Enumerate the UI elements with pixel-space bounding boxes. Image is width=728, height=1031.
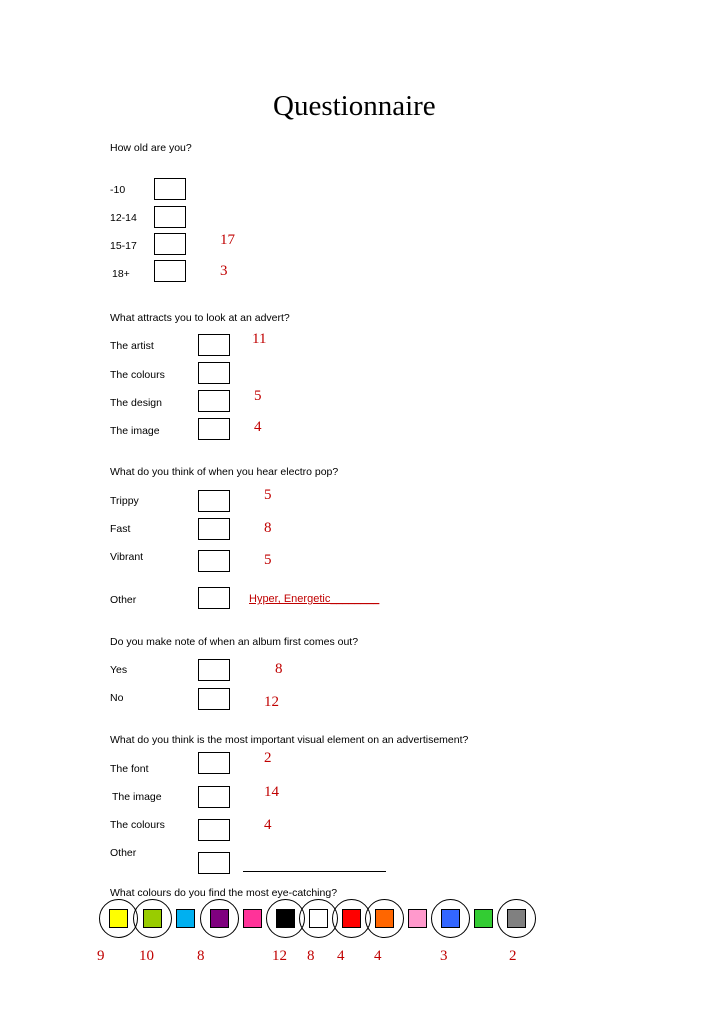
question-album-release: Do you make note of when an album first comes out? xyxy=(110,636,359,648)
colour-count-8: 2 xyxy=(509,948,517,964)
answer-count-font: 2 xyxy=(264,750,272,766)
checkbox-18-plus[interactable] xyxy=(154,260,186,282)
option-label-visual-colours: The colours xyxy=(110,819,165,831)
colour-swatch-4[interactable] xyxy=(243,909,262,928)
colour-count-3: 12 xyxy=(272,948,287,964)
answer-count-visual-image: 14 xyxy=(264,784,279,800)
checkbox-yes[interactable] xyxy=(198,659,230,681)
colour-count-2: 8 xyxy=(197,948,205,964)
option-label-image: The image xyxy=(110,425,160,437)
colour-swatch-0[interactable] xyxy=(109,909,128,928)
answer-other-text: Hyper, Energetic________ xyxy=(249,593,380,605)
answer-count-18-plus: 3 xyxy=(220,263,228,279)
option-label-no: No xyxy=(110,692,124,704)
answer-count-visual-colours: 4 xyxy=(264,817,272,833)
checkbox-visual-image[interactable] xyxy=(198,786,230,808)
answer-count-design: 5 xyxy=(254,388,262,404)
colour-count-4: 8 xyxy=(307,948,315,964)
colour-swatch-7[interactable] xyxy=(342,909,361,928)
answer-count-yes: 8 xyxy=(275,661,283,677)
question-electro-pop: What do you think of when you hear electro pop? xyxy=(110,466,339,478)
question-visual-element: What do you think is the most important visual element on an advertisement? xyxy=(110,734,469,746)
checkbox-vibrant[interactable] xyxy=(198,550,230,572)
checkbox-other[interactable] xyxy=(198,587,230,609)
option-label-12-14: 12-14 xyxy=(110,212,137,224)
option-label-font: The font xyxy=(110,763,149,775)
question-age: How old are you? xyxy=(110,142,192,154)
option-label-fast: Fast xyxy=(110,523,131,535)
colour-swatch-6[interactable] xyxy=(309,909,328,928)
answer-count-no: 12 xyxy=(264,694,279,710)
colour-count-1: 10 xyxy=(139,948,154,964)
option-label-vibrant: Vibrant xyxy=(110,551,144,563)
colour-count-5: 4 xyxy=(337,948,345,964)
colour-count-7: 3 xyxy=(440,948,448,964)
answer-count-vibrant: 5 xyxy=(264,552,272,568)
checkbox-under-10[interactable] xyxy=(154,178,186,200)
other-answer-line xyxy=(243,871,386,872)
checkbox-visual-other[interactable] xyxy=(198,852,230,874)
option-label-design: The design xyxy=(110,397,162,409)
colour-count-6: 4 xyxy=(374,948,382,964)
colour-swatch-10[interactable] xyxy=(441,909,460,928)
option-label-visual-other: Other xyxy=(110,847,137,859)
answer-count-image: 4 xyxy=(254,419,262,435)
question-advert-attraction: What attracts you to look at an advert? xyxy=(110,312,290,324)
colour-swatch-11[interactable] xyxy=(474,909,493,928)
option-label-visual-image: The image xyxy=(112,791,162,803)
colour-swatch-2[interactable] xyxy=(176,909,195,928)
checkbox-visual-colours[interactable] xyxy=(198,819,230,841)
question-eye-catching-colours: What colours do you find the most eye-catching? xyxy=(110,887,338,899)
colour-count-0: 9 xyxy=(97,948,105,964)
checkbox-font[interactable] xyxy=(198,752,230,774)
answer-count-trippy: 5 xyxy=(264,487,272,503)
colour-swatch-8[interactable] xyxy=(375,909,394,928)
option-label-under-10: -10 xyxy=(110,184,126,196)
checkbox-artist[interactable] xyxy=(198,334,230,356)
page-title: Questionnaire xyxy=(273,90,436,122)
checkbox-image[interactable] xyxy=(198,418,230,440)
option-label-colours: The colours xyxy=(110,369,165,381)
colour-swatch-1[interactable] xyxy=(143,909,162,928)
option-label-15-17: 15-17 xyxy=(110,240,137,252)
colour-swatch-12[interactable] xyxy=(507,909,526,928)
option-label-yes: Yes xyxy=(110,664,128,676)
checkbox-no[interactable] xyxy=(198,688,230,710)
option-label-other: Other xyxy=(110,594,137,606)
checkbox-12-14[interactable] xyxy=(154,206,186,228)
option-label-18-plus: 18+ xyxy=(112,268,130,280)
checkbox-fast[interactable] xyxy=(198,518,230,540)
checkbox-trippy[interactable] xyxy=(198,490,230,512)
answer-count-artist: 11 xyxy=(252,331,267,347)
checkbox-15-17[interactable] xyxy=(154,233,186,255)
colour-swatch-5[interactable] xyxy=(276,909,295,928)
answer-count-fast: 8 xyxy=(264,520,272,536)
option-label-trippy: Trippy xyxy=(110,495,139,507)
answer-count-15-17: 17 xyxy=(220,232,235,248)
checkbox-colours[interactable] xyxy=(198,362,230,384)
checkbox-design[interactable] xyxy=(198,390,230,412)
colour-swatch-9[interactable] xyxy=(408,909,427,928)
colour-swatch-3[interactable] xyxy=(210,909,229,928)
option-label-artist: The artist xyxy=(110,340,154,352)
